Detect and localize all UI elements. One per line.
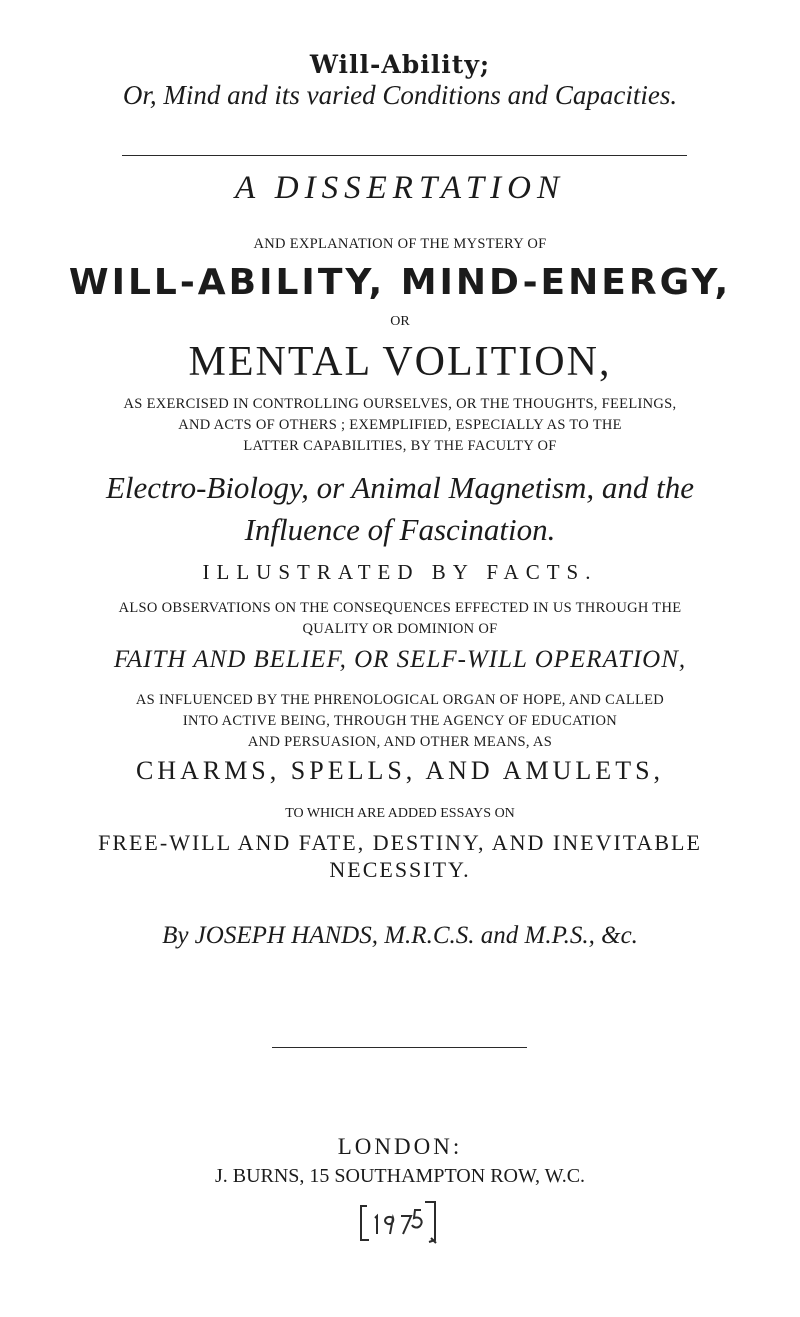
added-line: TO WHICH ARE ADDED ESSAYS ON <box>285 806 515 821</box>
faith-line: FAITH AND BELIEF, OR SELF-WILL OPERATION, <box>113 646 687 673</box>
mental-volition-title: MENTAL VOLITION, <box>188 339 612 385</box>
exercised-line-3: LATTER CAPABILITIES, BY THE FACULTY OF <box>243 438 557 454</box>
influenced-line-1: AS INFLUENCED BY THE PHRENOLOGICAL ORGAN OF HOPE, AND CALLED <box>135 692 665 708</box>
subtitle: Or, Mind and its varied Conditions and Capacities. <box>122 80 678 110</box>
dissertation-heading: A DISSERTATION <box>235 170 565 206</box>
electro-biology-line: Electro-Biology, or Animal Magnetism, and the <box>105 470 695 505</box>
influence-line: Influence of Fascination. <box>244 512 556 547</box>
imprint-city: LONDON: <box>337 1134 463 1159</box>
exercised-line-2: AND ACTS OF OTHERS ; EXEMPLIFIED, ESPECIALLY AS TO THE <box>178 417 622 433</box>
influenced-line-2: INTO ACTIVE BEING, THROUGH THE AGENCY OF EDUCATION <box>182 713 618 729</box>
horizontal-rule-top <box>122 155 687 156</box>
charms-line: CHARMS, SPELLS, AND AMULETS, <box>135 756 665 785</box>
gothic-title: Will-Ability; <box>309 50 491 79</box>
imprint-publisher: J. BURNS, 15 SOUTHAMPTON ROW, W.C. <box>214 1165 586 1187</box>
author-line: By JOSEPH HANDS, M.R.C.S. and M.P.S., &c. <box>162 922 638 949</box>
also-line-1: ALSO OBSERVATIONS ON THE CONSEQUENCES EFFECTED IN US THROUGH THE <box>118 600 682 616</box>
explanation-line: AND EXPLANATION OF THE MYSTERY OF <box>253 236 547 252</box>
necessity-line: NECESSITY. <box>329 857 471 882</box>
horizontal-rule-bottom <box>272 1047 527 1048</box>
also-line-2: QUALITY OR DOMINION OF <box>302 621 498 637</box>
freewill-line: FREE-WILL AND FATE, DESTINY, AND INEVITABLE <box>98 830 702 855</box>
influenced-line-3: AND PERSUASION, AND OTHER MEANS, AS <box>247 734 553 750</box>
handwritten-shelfmark-drawing <box>355 1196 443 1248</box>
main-title: WILL-ABILITY, MIND-ENERGY, <box>68 262 732 303</box>
handwritten-shelfmark <box>355 1196 443 1248</box>
exercised-line-1: AS EXERCISED IN CONTROLLING OURSELVES, OR THE THOUGHTS, FEELINGS, <box>123 396 677 412</box>
or-word: OR <box>390 314 410 329</box>
illustrated-line: ILLUSTRATED BY FACTS. <box>202 560 598 584</box>
